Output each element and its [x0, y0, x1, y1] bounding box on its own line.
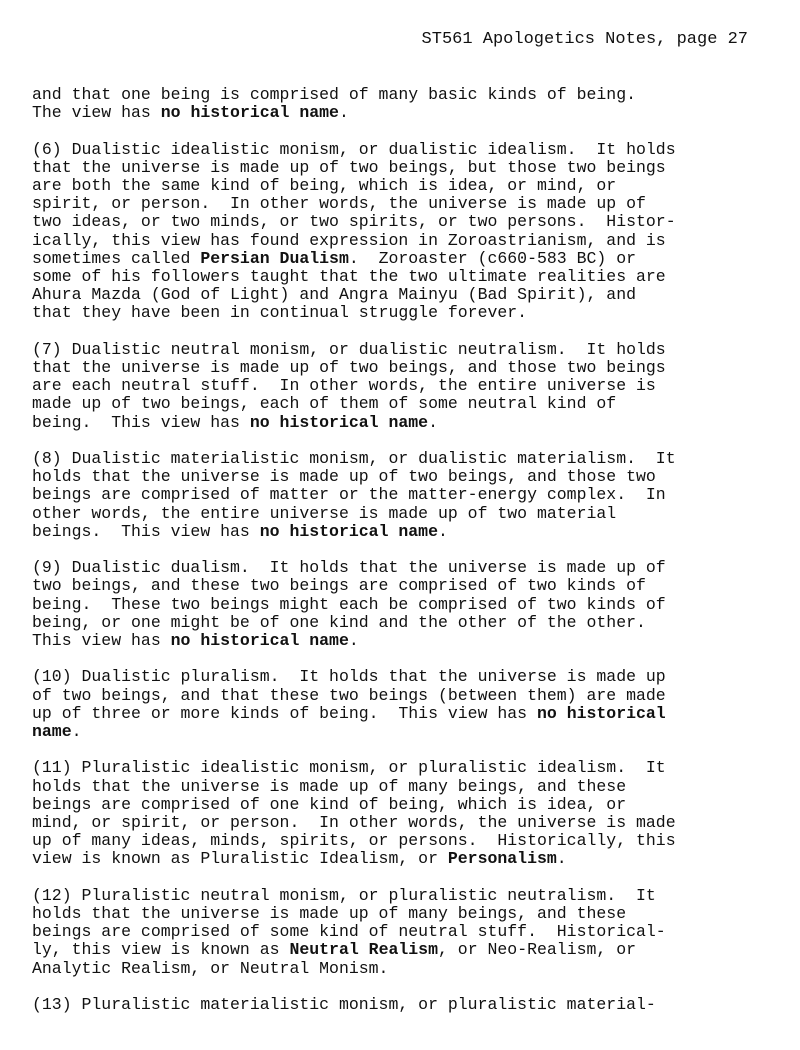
text-run: some of his followers taught that the two ultimate realities are: [32, 267, 666, 287]
bold-term: no historical name: [249, 412, 429, 432]
text-line: [32, 177, 752, 195]
text-run: (11) Pluralistic idealistic monism, or pluralistic idealism. It: [32, 758, 666, 778]
text-run: being. These two beings might each be comprised of two kinds of: [32, 594, 666, 614]
text-run: made up of two beings, each of them of some neutral kind of: [32, 394, 617, 414]
text-line: [32, 577, 752, 595]
text-run: that they have been in continual struggle forever.: [32, 303, 528, 323]
paragraph-intro-continuation: [32, 86, 752, 122]
text-line: [32, 759, 752, 777]
text-line: [32, 523, 752, 541]
text-run: (7) Dualistic neutral monism, or dualistic neutralism. It holds: [32, 339, 666, 359]
text-run: Analytic Realism, or Neutral Monism.: [32, 958, 389, 978]
bold-term: Personalism: [447, 849, 557, 869]
paragraph-item-10: [32, 668, 752, 741]
text-line: [32, 250, 752, 268]
paragraph-item-11: [32, 759, 752, 868]
text-line: [32, 341, 752, 359]
text-run: .: [437, 521, 448, 541]
text-run: mind, or spirit, or person. In other words, the universe is made: [32, 813, 676, 833]
text-run: (13) Pluralistic materialistic monism, or pluralistic material-: [32, 995, 656, 1015]
paragraph-item-6: [32, 141, 752, 323]
text-run: ly, this view is known as: [32, 940, 290, 960]
bold-term: name: [32, 722, 72, 742]
text-run: Ahura Mazda (God of Light) and Angra Mainyu (Bad Spirit), and: [32, 285, 636, 305]
text-run: up of many ideas, minds, spirits, or persons. Historically, this: [32, 831, 676, 851]
text-line: [32, 614, 752, 632]
text-run: .: [556, 849, 567, 869]
text-run: (6) Dualistic idealistic monism, or dualistic idealism. It holds: [32, 139, 676, 159]
text-line: [32, 414, 752, 432]
text-line: [32, 814, 752, 832]
text-run: other words, the entire universe is made up of two material: [32, 503, 617, 523]
bold-term: Neutral Realism: [289, 940, 438, 960]
text-line: [32, 960, 752, 978]
text-run: holds that the universe is made up of two beings, and those two: [32, 467, 656, 487]
text-line: [32, 923, 752, 941]
bold-term: no historical: [536, 703, 666, 723]
text-line: [32, 468, 752, 486]
text-line: [32, 450, 752, 468]
text-line: [32, 395, 752, 413]
text-run: This view has: [32, 631, 171, 651]
bold-term: no historical name: [160, 103, 339, 123]
text-line: [32, 996, 752, 1014]
text-run: (10) Dualistic pluralism. It holds that the universe is made up: [32, 667, 666, 687]
text-run: and that one being is comprised of many basic kinds of being.: [32, 85, 636, 104]
text-line: [32, 687, 752, 705]
text-line: [32, 941, 752, 959]
text-line: [32, 86, 752, 104]
text-line: [32, 832, 752, 850]
text-run: are each neutral stuff. In other words, the entire universe is: [32, 376, 656, 396]
text-line: [32, 486, 752, 504]
text-run: holds that the universe is made up of many beings, and these: [32, 904, 627, 924]
paragraph-item-9: [32, 559, 752, 650]
text-run: view is known as Pluralistic Idealism, or: [32, 849, 448, 869]
paragraph-item-8: [32, 450, 752, 541]
bold-term: no historical name: [259, 521, 438, 541]
text-line: [32, 559, 752, 577]
text-run: being. This view has: [32, 412, 250, 432]
text-line: [32, 141, 752, 159]
text-run: two beings, and these two beings are comprised of two kinds of: [32, 576, 646, 596]
text-run: spirit, or person. In other words, the universe is made up of: [32, 194, 646, 214]
text-run: of two beings, and that these two beings (between them) are made: [32, 685, 666, 705]
text-line: [32, 286, 752, 304]
text-run: two ideas, or two minds, or two spirits, or two persons. Histor-: [32, 212, 676, 232]
text-run: being, or one might be of one kind and the other of the other.: [32, 612, 646, 632]
text-run: that the universe is made up of two beings, and those two beings: [32, 358, 666, 378]
text-run: holds that the universe is made up of many beings, and these: [32, 776, 627, 796]
running-header: ST561 Apologetics Notes, page 27: [421, 30, 748, 49]
text-run: ically, this view has found expression in Zoroastrianism, and is: [32, 230, 666, 250]
text-line: [32, 778, 752, 796]
text-line: [32, 905, 752, 923]
text-line: [32, 887, 752, 905]
text-run: beings are comprised of one kind of being, which is idea, or: [32, 794, 627, 814]
text-run: beings. This view has: [32, 521, 260, 541]
text-run: that the universe is made up of two beings, but those two beings: [32, 157, 666, 177]
text-line: [32, 195, 752, 213]
text-line: [32, 104, 752, 122]
text-line: [32, 668, 752, 686]
paragraph-item-12: [32, 887, 752, 978]
text-run: (8) Dualistic materialistic monism, or dualistic materialism. It: [32, 449, 676, 469]
text-line: [32, 159, 752, 177]
text-line: [32, 232, 752, 250]
text-run: sometimes called: [32, 248, 201, 268]
text-run: .: [338, 103, 349, 123]
bold-term: no historical name: [170, 631, 349, 651]
text-line: [32, 850, 752, 868]
text-line: [32, 705, 752, 723]
text-line: [32, 505, 752, 523]
text-line: [32, 377, 752, 395]
text-line: [32, 796, 752, 814]
text-run: .: [71, 722, 82, 742]
text-line: [32, 596, 752, 614]
text-line: [32, 723, 752, 741]
text-line: [32, 268, 752, 286]
text-run: The view has: [32, 103, 161, 123]
bold-term: Persian Dualism: [200, 248, 349, 268]
text-run: . Zoroaster (c660-583 BC) or: [348, 248, 637, 268]
text-run: beings are comprised of matter or the matter-energy complex. In: [32, 485, 666, 505]
text-run: beings are comprised of some kind of neutral stuff. Historical-: [32, 922, 666, 942]
text-run: .: [428, 412, 438, 432]
text-line: [32, 213, 752, 231]
text-line: [32, 359, 752, 377]
text-run: are both the same kind of being, which is idea, or mind, or: [32, 176, 617, 195]
paragraph-item-13: [32, 996, 752, 1014]
text-line: [32, 632, 752, 650]
text-run: (12) Pluralistic neutral monism, or pluralistic neutralism. It: [32, 885, 656, 905]
text-line: [32, 304, 752, 322]
text-run: (9) Dualistic dualism. It holds that the universe is made up of: [32, 558, 666, 578]
document-body: [32, 86, 752, 1032]
text-run: up of three or more kinds of being. This view has: [32, 703, 537, 723]
paragraph-item-7: [32, 341, 752, 432]
text-run: , or Neo-Realism, or: [437, 940, 637, 960]
text-run: .: [348, 631, 359, 651]
